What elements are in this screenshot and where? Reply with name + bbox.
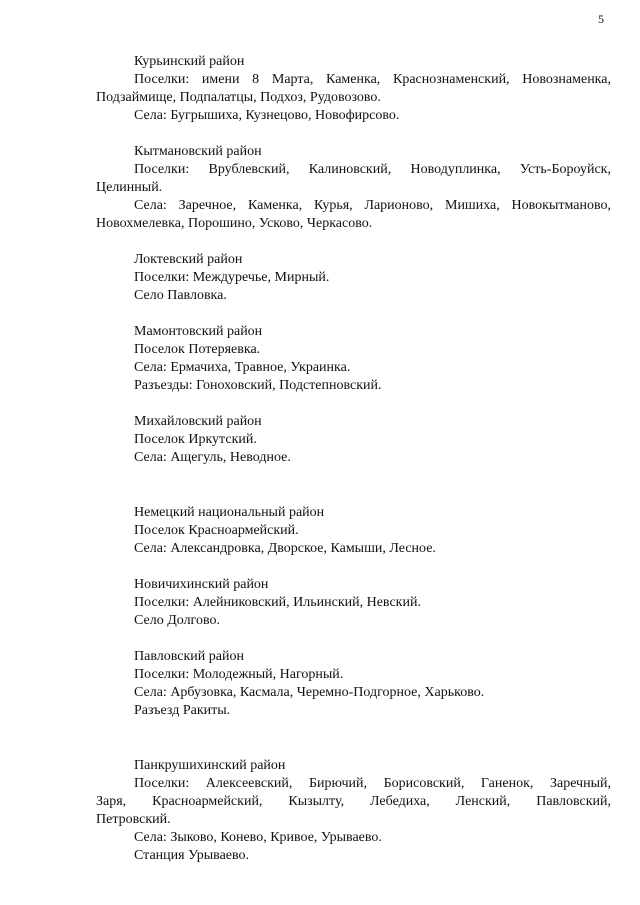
block-spacer	[96, 720, 611, 757]
block-spacer	[96, 125, 611, 143]
settlement-line: Села: Александровка, Дворское, Камыши, Лесное.	[134, 541, 436, 556]
district-title: Локтевский район	[134, 252, 243, 267]
settlement-line: Целинный.	[96, 180, 163, 195]
settlement-line: Поселок Красноармейский.	[134, 523, 299, 538]
district-block	[96, 143, 611, 233]
settlement-line: Петровский.	[96, 812, 171, 827]
settlement-line: Села: Бугрышиха, Кузнецово, Новофирсово.	[134, 108, 400, 123]
block-spacer	[96, 630, 611, 648]
block-spacer	[96, 395, 611, 413]
settlement-line: Разъезды: Гоноховский, Подстепновский.	[134, 378, 382, 393]
district-block	[96, 323, 611, 395]
district-block	[96, 251, 611, 305]
settlement-line: Села: Арбузовка, Касмала, Черемно-Подгорное, Харьково.	[134, 685, 485, 700]
page-number: 5	[598, 12, 604, 26]
settlement-line: Поселки: Междуречье, Мирный.	[134, 270, 330, 285]
document-body	[96, 53, 611, 865]
settlement-line: Села: Заречное, Каменка, Курья, Ларионово, Мишиха, Новокытманово,	[134, 198, 611, 213]
settlement-line: Поселок Иркутский.	[134, 432, 257, 447]
district-block	[96, 648, 611, 720]
district-title: Панкрушихинский район	[134, 758, 286, 773]
district-block	[96, 504, 611, 558]
district-title: Михайловский район	[134, 414, 262, 429]
district-block	[96, 576, 611, 630]
settlement-line: Новохмелевка, Порошино, Усково, Черкасово.	[96, 216, 373, 231]
district-title: Немецкий национальный район	[134, 505, 325, 520]
block-spacer	[96, 305, 611, 323]
block-spacer	[96, 558, 611, 576]
district-block	[96, 413, 611, 467]
settlement-line: Село Павловка.	[134, 288, 227, 303]
settlement-line: Поселки: Алейниковский, Ильинский, Невский.	[134, 595, 421, 610]
settlement-line: Поселки: Молодежный, Нагорный.	[134, 667, 344, 682]
settlement-line: Села: Ермачиха, Травное, Украинка.	[134, 360, 351, 375]
district-block	[96, 53, 611, 125]
district-title: Кытмановский район	[134, 144, 262, 159]
settlement-line: Поселок Потеряевка.	[134, 342, 261, 357]
settlement-line: Село Долгово.	[134, 613, 220, 628]
district-title: Мамонтовский район	[134, 324, 263, 339]
settlement-line: Разъезд Ракиты.	[134, 703, 231, 718]
block-spacer	[96, 467, 611, 504]
district-title: Павловский район	[134, 649, 244, 664]
settlement-line: Села: Зыково, Конево, Кривое, Урываево.	[134, 830, 382, 845]
settlement-line: Станция Урываево.	[134, 848, 250, 863]
settlement-line: Заря, Красноармейский, Кызылту, Лебедиха, Ленский, Павловский,	[96, 794, 611, 809]
settlement-line: Поселки: имени 8 Марта, Каменка, Краснознаменский, Новознаменка,	[134, 72, 611, 87]
block-spacer	[96, 233, 611, 251]
settlement-line: Поселки: Врублевский, Калиновский, Новодуплинка, Усть-Бороуйск,	[134, 162, 611, 177]
district-block	[96, 757, 611, 865]
settlement-line: Подзаймище, Подпалатцы, Подхоз, Рудовозово.	[96, 90, 381, 105]
district-title: Курьинский район	[134, 54, 245, 69]
district-title: Новичихинский район	[134, 577, 269, 592]
settlement-line: Поселки: Алексеевский, Бирючий, Борисовский, Ганенок, Заречный,	[134, 776, 611, 791]
settlement-line: Села: Ащегуль, Неводное.	[134, 450, 291, 465]
